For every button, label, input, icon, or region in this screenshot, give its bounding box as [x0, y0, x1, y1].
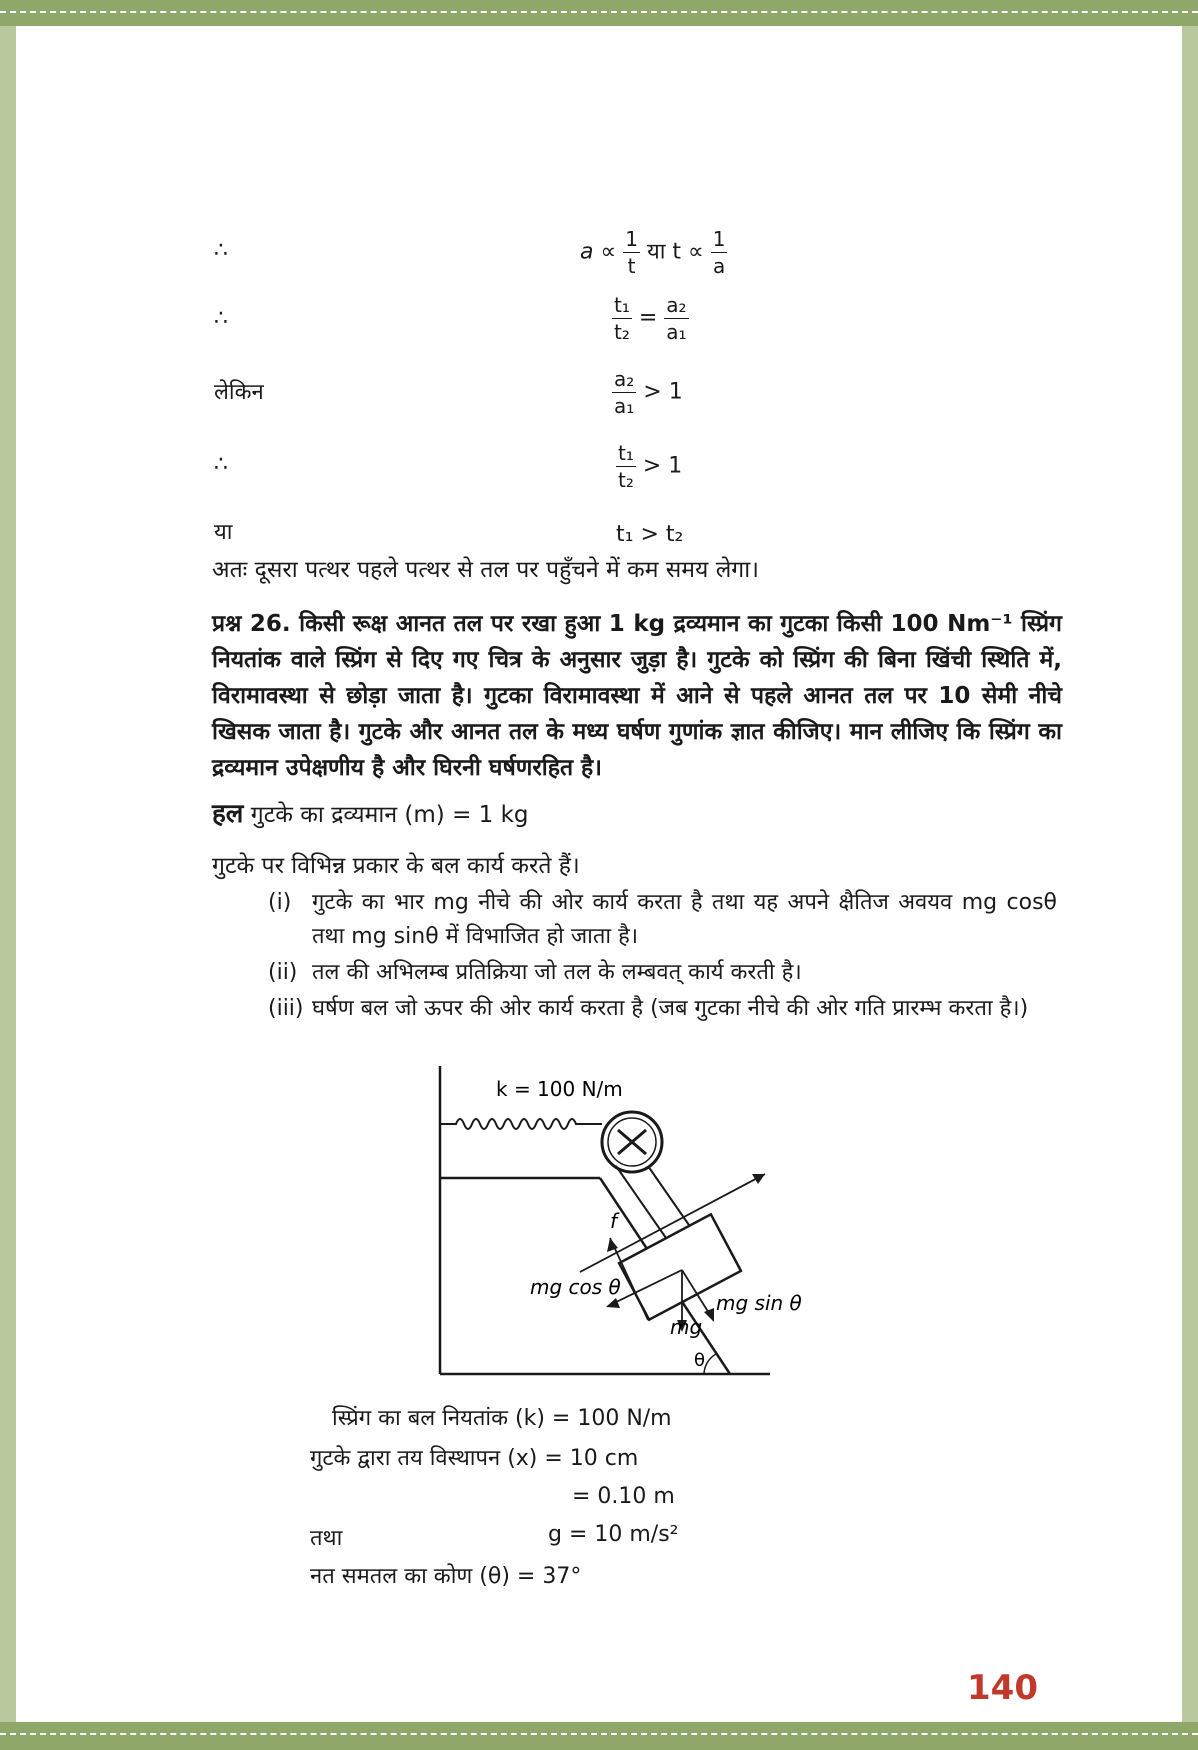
forces-intro: गुटके पर विभिन्न प्रकार के बल कार्य करते हैं। — [212, 853, 580, 879]
arrow-head — [606, 1298, 620, 1308]
spring-icon — [440, 1119, 602, 1129]
fraction: $\frac{1}{t}$ — [625, 227, 638, 278]
list-item-number: (ii) — [268, 960, 298, 985]
given-line: नत समतल का कोण (θ) = 37° — [310, 1564, 582, 1589]
fraction: $\frac{\text{a₂}}{\text{a₁}}$ — [614, 367, 635, 418]
list-item-text: घर्षण बल जो ऊपर की ओर कार्य करता है (जब गुटका नीचे की ओर गति प्रारम्भ करता है।) — [312, 996, 1029, 1021]
fraction: $\frac{1}{a}$ — [712, 227, 726, 278]
math-text: > 1 — [643, 379, 683, 405]
solution-mass: गुटके का द्रव्यमान (m) = 1 kg — [250, 802, 529, 828]
friction-label: f — [610, 1209, 618, 1233]
math-text: > 1 — [642, 453, 683, 479]
solution-label: हल — [212, 799, 244, 829]
derivation-label: ∴ — [214, 306, 228, 331]
solution-mass-line — [212, 796, 1062, 833]
math-text: a ∝ — [580, 239, 617, 265]
fraction: $\frac{\text{t₁}}{\text{t₂}}$ — [618, 441, 634, 492]
given-line: g = 10 m/s² — [548, 1522, 679, 1547]
list-item-number: (i) — [268, 890, 292, 915]
mgsin-label: mg sin θ — [716, 1291, 802, 1315]
math-text: = — [638, 305, 658, 331]
spring-label: k = 100 N/m — [496, 1077, 623, 1101]
given-prefix: तथा — [310, 1526, 343, 1551]
question-text: किसी रूक्ष आनत तल पर रखा हुआ 1 kg द्रव्यमान का गुटका किसी 100 Nm⁻¹ स्प्रिंग नियतांक वाले स्प्रिंग से दिए गए चित्र के अनुसार जुड़ा है। गुटके को स्प्रिंग की बिना खिंची स्थिति में, विरामावस्था से छोड़ा जाता है। गुटका विरामावस्था में आने से पहले आनत तल पर 10 सेमी नीचे खिसक जाता है। गुटके और आनत तल के मध्य घर्षण गुणांक ज्ञात कीजिए। मान लीजिए कि स्प्रिंग का द्रव्यमान उपेक्षणीय है और घिरनी घर्षणरहित है। — [212, 611, 1062, 781]
arrow-head — [704, 1308, 714, 1322]
list-item-number: (iii) — [268, 996, 304, 1021]
question-number: प्रश्न 26. — [212, 611, 291, 637]
mgcos-label: mg cos θ — [530, 1275, 621, 1299]
theta-label: θ — [694, 1350, 706, 1371]
derivation-expr — [580, 226, 727, 279]
given-line: गुटके द्वारा तय विस्थापन (x) = 10 cm — [310, 1446, 639, 1471]
string-line — [616, 1166, 666, 1238]
mg-label: mg — [670, 1315, 703, 1339]
derivation-expr — [616, 440, 682, 493]
question-block — [212, 606, 1062, 786]
derivation-expr: t₁ > t₂ — [616, 522, 684, 547]
derivation-expr — [612, 292, 689, 345]
list-item-text: तल की अभिलम्ब प्रतिक्रिया जो तल के लम्बवत् कार्य करती है। — [312, 960, 802, 985]
incline-diagram — [430, 1062, 850, 1382]
page-border-right — [1182, 26, 1198, 1722]
fraction: $\frac{\text{a₂}}{\text{a₁}}$ — [666, 293, 687, 344]
derivation-expr — [612, 366, 683, 419]
math-text: या t ∝ — [646, 239, 711, 265]
list-item-text: गुटके का भार mg नीचे की ओर कार्य करता है तथा यह अपने क्षैतिज अवयव mg cosθ तथा mg sinθ में विभाजित हो जाता है। — [312, 890, 1057, 949]
theta-arc — [704, 1354, 716, 1374]
page-border-bottom — [0, 1722, 1198, 1750]
page-border-top — [0, 0, 1198, 26]
derivation-label: ∴ — [214, 452, 228, 477]
fraction: $\frac{\text{t₁}}{\text{t₂}}$ — [614, 293, 630, 344]
given-line: = 0.10 m — [572, 1484, 675, 1509]
derivation-label: लेकिन — [214, 380, 264, 405]
conclusion-text: अतः दूसरा पत्थर पहले पत्थर से तल पर पहुँचने में कम समय लेगा। — [212, 557, 759, 583]
page-border-left — [0, 26, 16, 1722]
given-line: स्प्रिंग का बल नियतांक (k) = 100 N/m — [332, 1406, 672, 1431]
derivation-label: या — [214, 520, 233, 545]
derivation-label: ∴ — [214, 238, 228, 263]
page-number: 140 — [967, 1668, 1038, 1708]
